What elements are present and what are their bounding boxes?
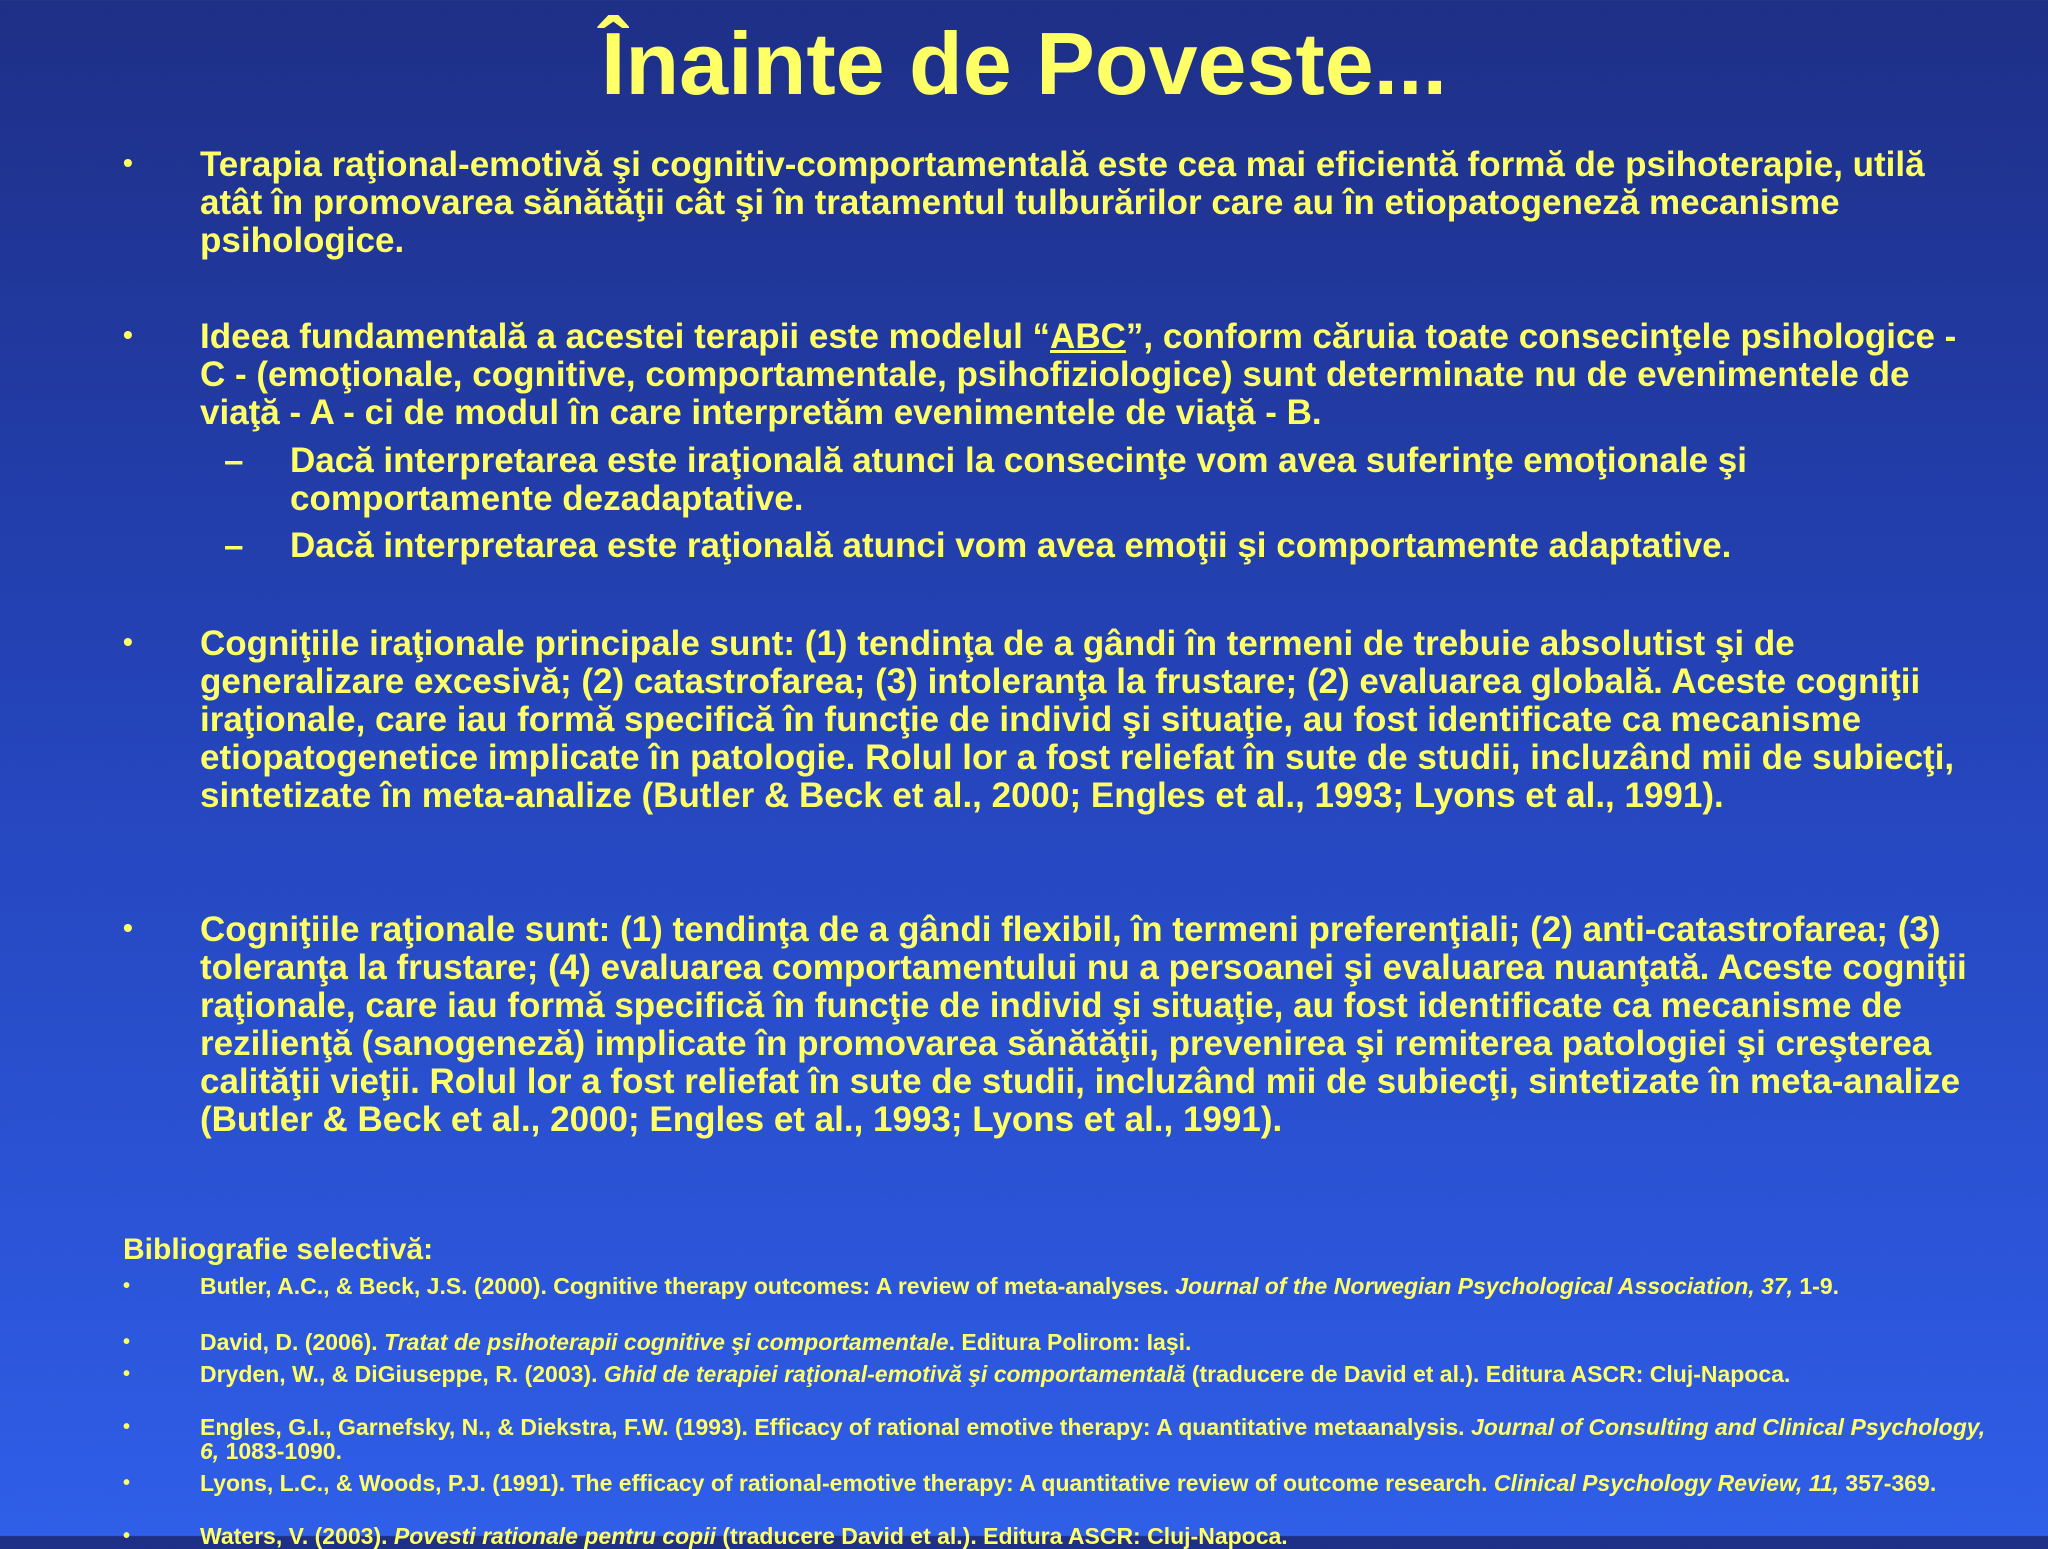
reference-source: Journal of the Norwegian Psychological Association, 37, [1175, 1273, 1793, 1299]
reference-authors: Engles, G.I., Garnefsky, N., & Diekstra, F.W. (1993). Efficacy of rational emotive therapy: A quantitative metaanalysis. [200, 1414, 1471, 1440]
reference-authors: Dryden, W., & DiGiuseppe, R. (2003). [200, 1361, 604, 1387]
bullet-item [123, 317, 1990, 432]
reference-item [123, 1470, 2000, 1496]
reference-source: Povesti rationale pentru copii [393, 1523, 716, 1549]
bullet-item [123, 145, 1990, 260]
bullet-text-post: ”, conform căruia toate consecinţele psihologice - C - (emoţionale, cognitive, comportamentale, psihofiziologice) sunt determinate nu de evenimentele de viaţă - A - ci de modul în care interpretăm evenimentele de viaţă - B. [200, 317, 1957, 432]
dash-icon: – [224, 526, 244, 565]
sub-bullet-text: Dacă interpretarea este raţională atunci vom avea emoţii şi comportamente adaptative. [290, 526, 1732, 565]
reference-pages: 1083-1090. [219, 1438, 342, 1464]
bullet-icon: • [123, 1525, 131, 1547]
bullet-icon: • [123, 626, 133, 657]
bullet-icon: • [123, 1331, 131, 1353]
bullet-item [123, 910, 1990, 1139]
slide-title: Înainte de Poveste... [600, 14, 1448, 113]
reference-authors: David, D. (2006). [200, 1329, 385, 1355]
reference-source: Ghid de terapiei raţional-emotivă şi comportamentală [603, 1361, 1186, 1387]
sub-bullet-text: Dacă interpretarea este iraţională atunci la consecinţe vom avea suferinţe emoţionale şi comportamente dezadaptative. [290, 441, 1747, 518]
bibliography-heading: Bibliografie selectivă: [123, 1233, 434, 1266]
bullet-icon: • [123, 1275, 131, 1297]
bullet-text-pre: Ideea fundamentală a acestei terapii este modelul “ [200, 317, 1051, 356]
reference-pages: . Editura Polirom: Iaşi. [948, 1329, 1192, 1355]
reference-pages: (traducere David et al.). Editura ASCR: Cluj-Napoca. [715, 1523, 1288, 1549]
reference-source: Journal of Consulting and Clinical Psychology, 6, [200, 1414, 1986, 1464]
reference-item [123, 1414, 2000, 1464]
reference-item [123, 1523, 2000, 1549]
bullet-text: Terapia raţional-emotivă şi cognitiv-comportamentală este cea mai eficientă formă de psihoterapie, utilă atât în promovarea sănătăţii cât şi în tratamentul tulburărilor care au în etiopatogeneză mecanisme psihologice. [200, 145, 1925, 260]
sub-bullet-item [224, 526, 1990, 565]
bullet-icon: • [123, 1472, 131, 1494]
bullet-icon: • [123, 1416, 131, 1438]
bullet-icon: • [123, 147, 133, 178]
reference-authors: Butler, A.C., & Beck, J.S. (2000). Cognitive therapy outcomes: A review of meta-analyses. [200, 1273, 1176, 1299]
bullet-text: Cogniţiile raţionale sunt: (1) tendinţa de a gândi flexibil, în termeni preferenţiali; (2) anti-catastrofarea; (3) toleranţa la frustare; (4) evaluarea comportamentului nu a persoanei şi evaluarea nuanţată. Aceste cogniţii raţionale, care iau formă specifică în funcţie de individ şi situaţie, au fost identificate ca mecanisme de rezilienţă (sanogeneză) implicate în promovarea sănătăţii, prevenirea şi remiterea patologiei şi creşterea calităţii vieţii. Rolul lor a fost reliefat în sute de studii, incluzând mii de subiecţi, sintetizate în meta-analize (Butler & Beck et al., 2000; Engles et al., 1993; Lyons et al., 1991). [200, 910, 1967, 1139]
dash-icon: – [224, 441, 244, 480]
reference-authors: Waters, V. (2003). [200, 1523, 394, 1549]
sub-bullet-item [224, 441, 1990, 518]
reference-authors: Lyons, L.C., & Woods, P.J. (1991). The efficacy of rational-emotive therapy: A quantitative review of outcome research. [200, 1470, 1494, 1496]
abc-link[interactable]: ABC [1050, 317, 1126, 356]
reference-source: Tratat de psihoterapii cognitive şi comportamentale [384, 1329, 949, 1355]
bullet-text: Cogniţiile iraţionale principale sunt: (1) tendinţa de a gândi în termeni de trebuie absolutist şi de generalizare excesivă; (2) catastrofarea; (3) intoleranţa la frustare; (2) evaluarea globală. Aceste cogniţii iraţionale, care iau formă specifică în funcţie de individ şi situaţie, au fost identificate ca mecanisme etiopatogenetice implicate în patologie. Rolul lor a fost reliefat în sute de studii, incluzând mii de subiecţi, sintetizate în meta-analize (Butler & Beck et al., 2000; Engles et al., 1993; Lyons et al., 1991). [200, 624, 1955, 815]
reference-pages: 1-9. [1793, 1273, 1840, 1299]
reference-item [123, 1329, 2000, 1355]
bullet-item [123, 624, 1990, 815]
reference-source: Clinical Psychology Review, 11, [1493, 1470, 1840, 1496]
reference-pages: (traducere de David et al.). Editura ASCR: Cluj-Napoca. [1185, 1361, 1791, 1387]
reference-pages: 357-369. [1839, 1470, 1937, 1496]
bullet-icon: • [123, 912, 133, 943]
reference-item [123, 1361, 2000, 1387]
bullet-icon: • [123, 319, 133, 350]
reference-item [123, 1273, 2000, 1299]
bullet-icon: • [123, 1363, 131, 1385]
